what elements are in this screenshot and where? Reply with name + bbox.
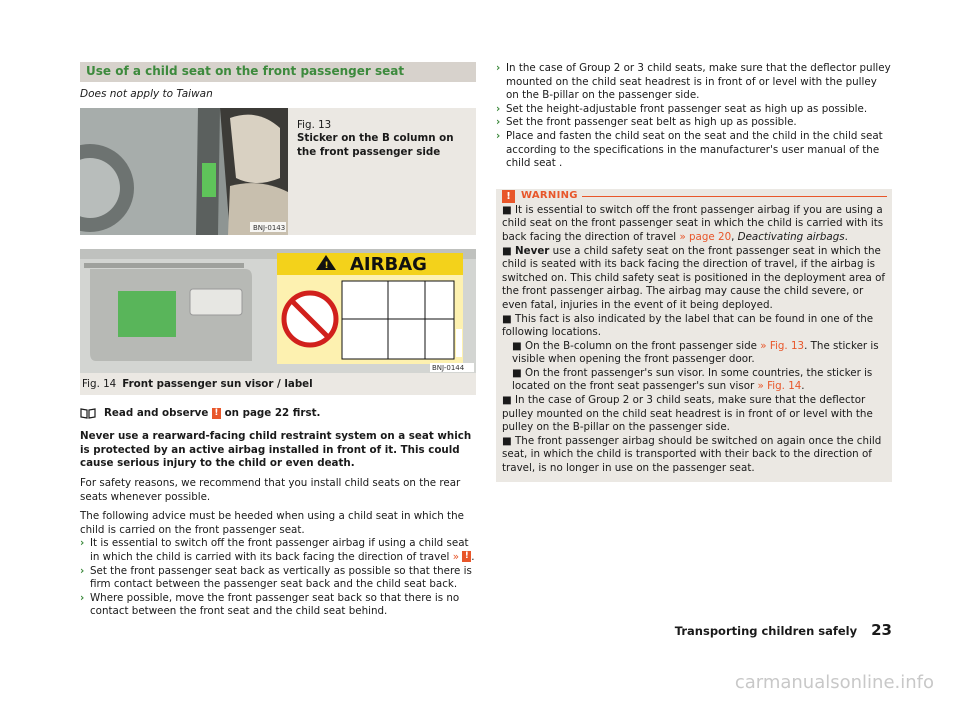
figure-13-code: BNJ-0143 bbox=[253, 223, 286, 232]
figure-14-code: BNJ-0144 bbox=[432, 363, 465, 372]
airbag-label-text: AIRBAG bbox=[350, 253, 427, 275]
warning-subitem: ■ On the front passenger's sun visor. In some countries, the sticker is located on the front seat passenger's sun visor » Fig. 14. bbox=[512, 366, 873, 393]
figure-13 bbox=[80, 108, 476, 235]
fig-13-link[interactable]: » Fig. 13 bbox=[760, 339, 805, 352]
chevron-right-icon: › bbox=[80, 564, 85, 577]
figure-13-label: Fig. 13 bbox=[297, 118, 332, 131]
read-after-link[interactable]: on page 22 first. bbox=[224, 406, 321, 419]
figure-13-caption bbox=[297, 119, 475, 160]
warning-rule bbox=[582, 196, 887, 197]
warning-item: ■ In the case of Group 2 or 3 child seats, make sure that the deflector pulley mounted on the child seat headrest is in front of or level with the pulley on the B-pillar on the passenger side. bbox=[502, 394, 873, 434]
para-2: The following advice must be heeded when using a child seat in which the child is carried on the front passenger seat. bbox=[80, 510, 464, 536]
figure-13-image bbox=[80, 108, 288, 235]
chevron-right-icon: › bbox=[80, 537, 85, 550]
footer-chapter-title: Transporting children safely bbox=[674, 624, 858, 638]
warning-small-icon: ! bbox=[212, 408, 221, 419]
svg-text:!: ! bbox=[324, 260, 329, 271]
figure-14 bbox=[80, 249, 476, 395]
list-item: › It is essential to switch off the front passenger airbag if using a child seat in which the child is carried with its back facing the direction of travel » ! . bbox=[80, 537, 475, 563]
chevron-right-icon: › bbox=[496, 102, 501, 115]
list-item: › Where possible, move the front passenger seat back so that there is no contact between the front seat and the child seat behind. bbox=[80, 591, 460, 618]
section-title: Use of a child seat on the front passenger seat bbox=[80, 62, 476, 82]
warning-item: ■ It is essential to switch off the front passenger airbag if you are using a child seat on the front passenger seat in which the child is carried with its back facing the direction of travel » page 20, Deactivating airbags. bbox=[502, 203, 884, 243]
para-1: For safety reasons, we recommend that you install child seats on the rear seats whenever possible. bbox=[80, 476, 461, 503]
warning-subitem: ■ On the B-column on the front passenger side » Fig. 13. The sticker is visible when opening the front passenger door. bbox=[512, 339, 879, 366]
page-footer bbox=[674, 621, 892, 639]
figure-14-caption bbox=[80, 378, 313, 392]
read-observe-line bbox=[80, 407, 476, 421]
warning-link[interactable]: » bbox=[452, 550, 459, 563]
warning-small-icon: ! bbox=[462, 551, 471, 562]
list-item: › Set the front passenger seat belt as high up as possible. bbox=[496, 116, 797, 129]
figure-14-text: Front passenger sun visor / label bbox=[122, 377, 313, 390]
section-subtitle: Does not apply to Taiwan bbox=[80, 88, 213, 100]
page-20-link[interactable]: » page 20 bbox=[679, 230, 732, 243]
warning-item: ■ Never use a child safety seat on the front passenger seat in which the child is seated with its back facing the direction of travel, if the airbag is switched on. This child safety seat is positioned in the deployment area of the front passenger airbag. The airbag may cause the child severe, or even fatal, injuries in the event of it being deployed. bbox=[502, 244, 886, 311]
figure-14-label: Fig. 14 bbox=[82, 377, 117, 390]
warning-icon: ! bbox=[502, 190, 515, 203]
warning-title: WARNING bbox=[521, 190, 578, 202]
page-number: 23 bbox=[871, 621, 892, 639]
list-item: › Set the front passenger seat back as vertically as possible so that there is firm contact between the passenger seat back and the child seat back. bbox=[80, 564, 472, 591]
warning-box bbox=[496, 189, 892, 482]
list-item: › In the case of Group 2 or 3 child seats, make sure that the deflector pulley mounted on the child seat headrest is in front of or level with the pulley on the B-pillar on the passenger side. bbox=[496, 62, 891, 102]
chevron-right-icon: › bbox=[496, 62, 501, 74]
book-icon bbox=[80, 408, 96, 419]
chevron-right-icon: › bbox=[496, 129, 501, 142]
watermark: carmanualsonline.info bbox=[734, 672, 934, 693]
left-column bbox=[80, 62, 476, 619]
read-before: Read and observe bbox=[104, 406, 209, 419]
figure-13-text: Sticker on the B column on the front passenger side bbox=[297, 132, 454, 158]
right-column bbox=[496, 62, 892, 482]
chevron-right-icon: › bbox=[80, 591, 85, 604]
warning-item: ■ This fact is also indicated by the label that can be found in one of the following locations. bbox=[502, 312, 874, 339]
fig-14-link[interactable]: » Fig. 14 bbox=[757, 380, 802, 393]
warning-header bbox=[502, 189, 887, 204]
list-item: › Place and fasten the child seat on the seat and the child in the child seat according to the specifications in the manufacturer's user manual of the child seat . bbox=[496, 129, 883, 170]
list-item: › Set the height-adjustable front passenger seat as high up as possible. bbox=[496, 102, 868, 115]
chevron-right-icon: › bbox=[496, 116, 501, 129]
figure-14-image bbox=[80, 249, 476, 373]
intro-bold: Never use a rearward-facing child restraint system on a seat which is protected by an active airbag installed in front of it. This could cause serious injury to the child or even death. bbox=[80, 430, 472, 470]
warning-item: ■ The front passenger airbag should be switched on again once the child seat, in which the child is transported with their back to the direction of travel, is no longer in use on the passenger seat. bbox=[502, 434, 882, 475]
